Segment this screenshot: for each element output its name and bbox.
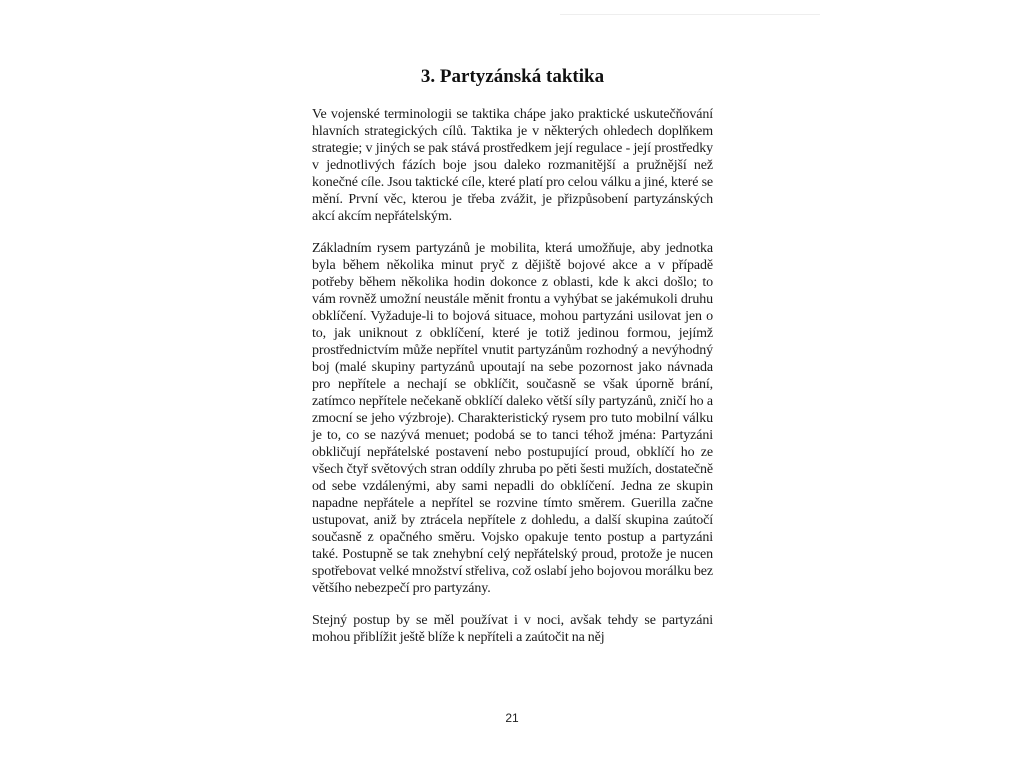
chapter-title: 3. Partyzánská taktika xyxy=(420,66,605,87)
page-number: 21 xyxy=(505,711,519,725)
paragraph: Ve vojenské terminologii se taktika chápe jako praktické uskutečňování hlavních strategických cílů. Taktika je v některých ohledech doplňkem strategie; v jiných se pak stává prostředkem její regulace - její prostředky v jednotlivých fázích boje jsou daleko rozmanitější a pružnější než konečné cíle. Jsou taktické cíle, které platí pro celou válku a jiné, které se mění. První věc, kterou je třeba zvážit, je přizpůsobení partyzánských akcí akcím nepřátelským. xyxy=(312,107,713,224)
paragraph: Stejný postup by se měl používat i v noci, avšak tehdy se partyzáni mohou přiblížit ještě blíže k nepříteli a zaútočit na něj xyxy=(312,613,713,645)
top-rule xyxy=(560,14,820,15)
page-content xyxy=(312,60,713,661)
paragraph: Základním rysem partyzánů je mobilita, která umožňuje, aby jednotka byla během několika minut pryč z dějiště bojové akce a v případě potřeby během několika hodin dokonce z oblasti, kde k akci došlo; to vám rovněž umožní neustále měnit frontu a vyhýbat se jakémukoli druhu obklíčení. Vyžaduje-li to bojová situace, mohou partyzáni usilovat jen o to, jak uniknout z obklíčení, které je totiž jedinou formou, jejímž prostřednictvím může nepřítel vnutit partyzánům rozhodný a nevýhodný boj (malé skupiny partyzánů upoutají na sebe pozornost jako návnada pro nepřítele a nechají se obklíčit, současně se však úporně brání, zatímco nepřítele nečekaně obklíčí daleko větší síly partyzánů, zničí ho a zmocní se jeho výzbroje). Charakteristický rysem pro tuto mobilní válku je to, co se nazývá menuet; podobá se to tanci téhož jména: Partyzáni obkličují nepřátelské postavení nebo postupující proud, obklíčí ho ze všech čtyř světových stran oddíly zhruba po pěti šesti mužích, dostatečně od sebe vzdálenými, aby sami nepadli do obklíčení. Jedna ze skupin napadne nepřátele a nepřítel se rozvine tímto směrem. Guerilla začne ustupovat, aniž by ztrácela nepřítele z dohledu, a další skupina zaútočí současně z opačného směru. Vojsko opakuje tento postup a partyzáni také. Postupně se tak znehybní celý nepřátelský proud, protože je nucen spotřebovat velké množství střeliva, což oslabí jeho bojovou morálku bez většího nebezpečí pro partyzány. xyxy=(312,241,713,596)
